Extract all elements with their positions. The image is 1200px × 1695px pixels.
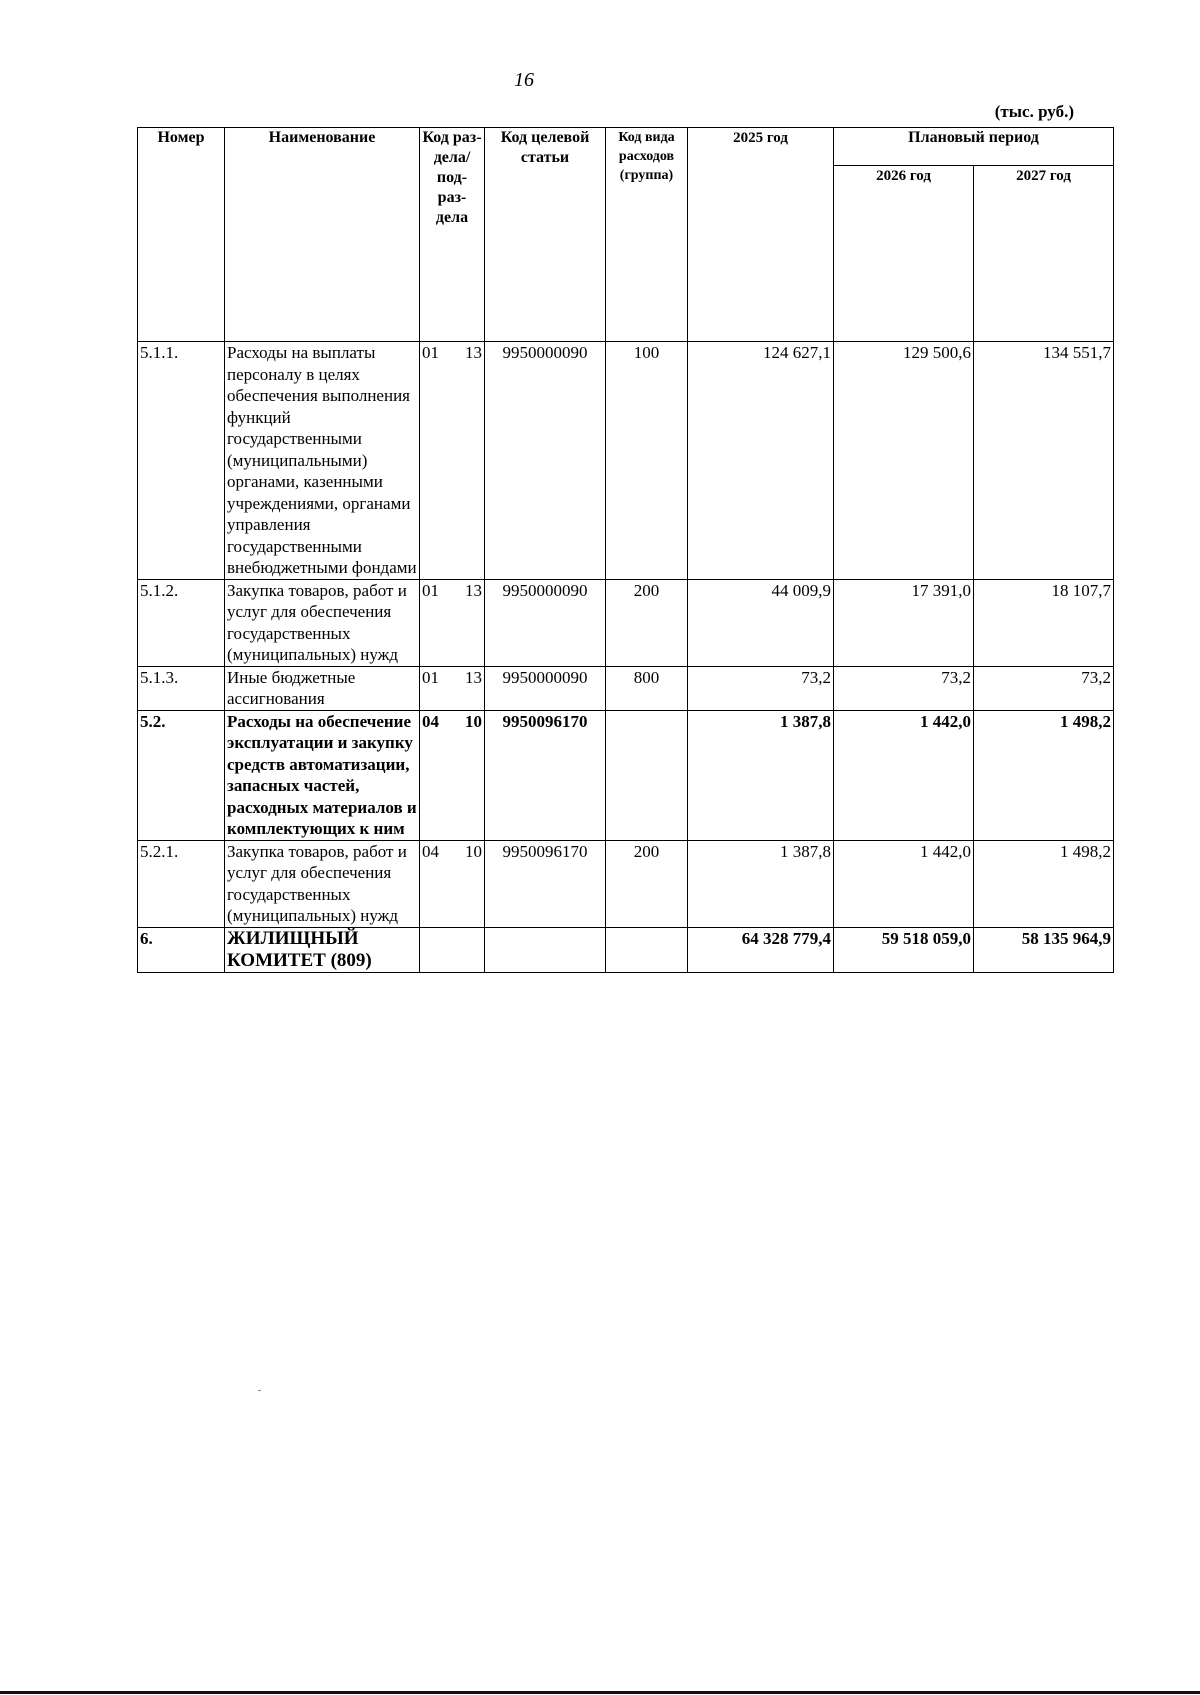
budget-table — [137, 127, 1114, 973]
header-number: Номер — [138, 128, 225, 342]
row-value-2027: 1 498,2 — [974, 840, 1114, 927]
row-name: Расходы на обеспечение эксплуатации и закупку средств автоматизации, запасных частей, расходных материалов и комплектующих к ним — [225, 710, 420, 840]
row-target-code — [485, 927, 606, 972]
row-value-2025: 44 009,9 — [688, 579, 834, 666]
section: 01 — [422, 580, 439, 600]
scan-edge-line — [0, 1691, 1200, 1694]
row-number: 5.2. — [138, 710, 225, 840]
row-expense-code — [606, 927, 688, 972]
row-value-2026: 59 518 059,0 — [834, 927, 974, 972]
subsection: 13 — [465, 343, 482, 362]
header-section-code: Код раз- дела/ под- раз- дела — [420, 128, 485, 342]
row-number: 5.1.1. — [138, 342, 225, 580]
table-row — [138, 342, 1114, 580]
row-value-2025: 73,2 — [688, 666, 834, 710]
row-expense-code: 800 — [606, 666, 688, 710]
row-value-2027: 18 107,7 — [974, 579, 1114, 666]
subsection: 10 — [465, 841, 482, 861]
table-row — [138, 666, 1114, 710]
header-name: Наименование — [225, 128, 420, 342]
section: 01 — [422, 667, 439, 687]
row-expense-code: 200 — [606, 840, 688, 927]
row-section-code — [420, 342, 485, 580]
row-value-2026: 73,2 — [834, 666, 974, 710]
row-value-2027: 73,2 — [974, 666, 1114, 710]
row-value-2025: 1 387,8 — [688, 840, 834, 927]
row-value-2026: 17 391,0 — [834, 579, 974, 666]
row-target-code: 9950096170 — [485, 840, 606, 927]
row-number: 5.1.3. — [138, 666, 225, 710]
row-value-2025: 1 387,8 — [688, 710, 834, 840]
row-name: Закупка товаров, работ и услуг для обеспечения государственных (муниципальных) нужд — [225, 579, 420, 666]
row-number: 6. — [138, 927, 225, 972]
table-row — [138, 927, 1114, 972]
page-number: 16 — [514, 69, 534, 91]
subsection: 10 — [465, 711, 482, 731]
row-name: Закупка товаров, работ и услуг для обеспечения государственных (муниципальных) нужд — [225, 840, 420, 927]
row-target-code: 9950096170 — [485, 710, 606, 840]
table-row — [138, 840, 1114, 927]
units-label: (тыс. руб.) — [994, 102, 1074, 121]
section: 01 — [422, 343, 439, 362]
row-value-2027: 134 551,7 — [974, 342, 1114, 580]
row-target-code: 9950000090 — [485, 342, 606, 580]
header-target-code: Код целевой статьи — [485, 128, 606, 342]
subsection: 13 — [465, 580, 482, 600]
row-section-code — [420, 927, 485, 972]
row-value-2026: 1 442,0 — [834, 710, 974, 840]
scan-speck — [258, 1390, 261, 1391]
row-name: Расходы на выплаты персоналу в целях обеспечения выполнения функций государственными (муниципальными) органами, казенными учреждениями, органами управления государственными внебюджетными фондами — [225, 342, 420, 580]
section: 04 — [422, 711, 439, 731]
row-target-code: 9950000090 — [485, 579, 606, 666]
row-section-code — [420, 666, 485, 710]
header-expense-code: Код вида расходов (группа) — [606, 128, 688, 342]
header-year-2027: 2027 год — [974, 166, 1114, 342]
row-expense-code: 100 — [606, 342, 688, 580]
row-expense-code: 200 — [606, 579, 688, 666]
row-value-2026: 129 500,6 — [834, 342, 974, 580]
row-target-code: 9950000090 — [485, 666, 606, 710]
section: 04 — [422, 841, 439, 861]
header-year-2026: 2026 год — [834, 166, 974, 342]
row-section-code — [420, 710, 485, 840]
row-name: ЖИЛИЩНЫЙ КОМИТЕТ (809) — [225, 927, 420, 972]
row-name: Иные бюджетные ассигнования — [225, 666, 420, 710]
subsection: 13 — [465, 667, 482, 687]
row-section-code — [420, 840, 485, 927]
table-row — [138, 579, 1114, 666]
row-expense-code — [606, 710, 688, 840]
row-value-2027: 1 498,2 — [974, 710, 1114, 840]
row-section-code — [420, 579, 485, 666]
row-number: 5.1.2. — [138, 579, 225, 666]
row-value-2026: 1 442,0 — [834, 840, 974, 927]
row-value-2025: 64 328 779,4 — [688, 927, 834, 972]
row-number: 5.2.1. — [138, 840, 225, 927]
header-planned-period: Плановый период — [834, 128, 1114, 166]
row-value-2025: 124 627,1 — [688, 342, 834, 580]
header-year-2025: 2025 год — [688, 128, 834, 342]
row-value-2027: 58 135 964,9 — [974, 927, 1114, 972]
table-row — [138, 710, 1114, 840]
